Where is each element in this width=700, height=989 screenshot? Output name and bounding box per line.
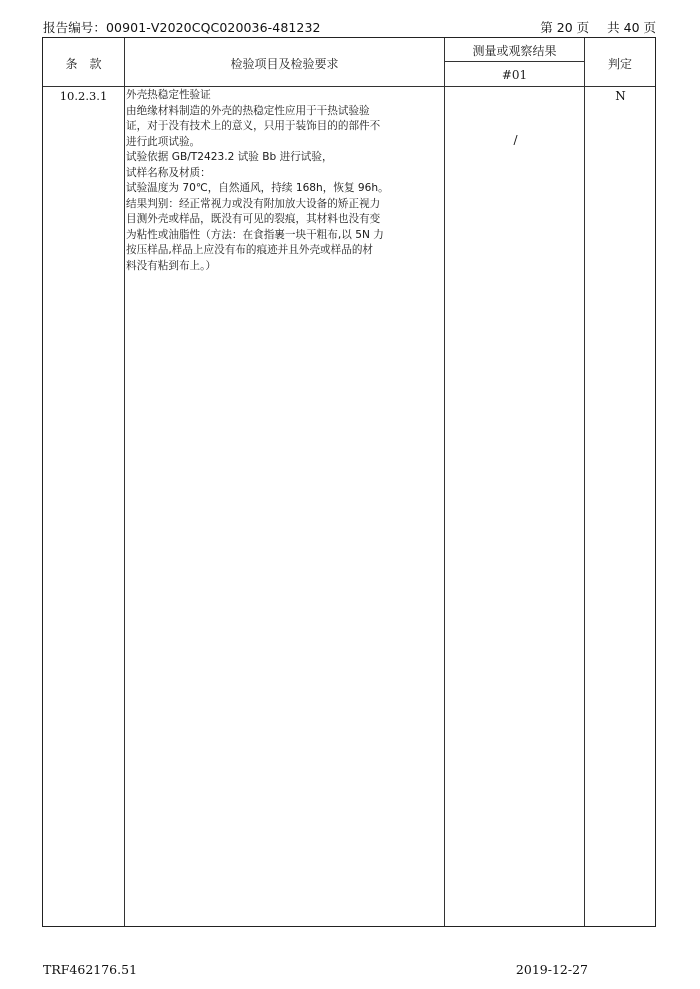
requirement-line: 试验依据 GB/T2423.2 试验 Bb 进行试验， xyxy=(126,151,333,163)
requirement-line: 证，对于没有技术上的意义，只用于装饰目的的部件不 xyxy=(126,120,381,132)
requirement-line: 试样名称及材质： xyxy=(126,166,211,179)
column-header-sample: #01 xyxy=(501,68,528,82)
form-date: 2019-12-27 xyxy=(515,962,588,977)
requirement-line: 为粘性或油脂性（方法：在食指裹一块干粗布,以 5N 力 xyxy=(126,228,384,241)
clause-number: 10.2.3.1 xyxy=(59,89,108,103)
subheader-divider xyxy=(444,61,584,62)
page-indicator xyxy=(540,18,656,36)
measurement-result: / xyxy=(513,133,518,147)
page-total: 共 40 页 xyxy=(607,20,656,35)
form-number: TRF462176.51 xyxy=(43,962,138,977)
page-number: 第 20 页 xyxy=(540,20,590,35)
report-number: 报告编号：00901-V2020CQC020036-481232 xyxy=(43,20,321,35)
column-divider xyxy=(584,38,585,926)
header-divider xyxy=(43,86,655,87)
requirement-line: 料没有粘到布上。） xyxy=(126,259,217,272)
requirement-line: 由绝缘材料制造的外壳的热稳定性应用于干热试验验 xyxy=(126,104,370,117)
inspection-table xyxy=(42,37,656,927)
requirement-line: 外壳热稳定性验证 xyxy=(126,89,211,101)
requirement-line: 按压样品,样品上应没有布的痕迹并且外壳或样品的材 xyxy=(126,244,374,256)
inspection-requirements xyxy=(126,88,444,274)
column-divider xyxy=(444,38,445,926)
column-header-item: 检验项目及检验要求 xyxy=(230,57,339,71)
verdict: N xyxy=(615,89,626,103)
requirement-line: 目测外壳或样品，既没有可见的裂痕，其材料也没有变 xyxy=(126,213,381,225)
requirement-line: 结果判别：经正常视力或没有附加放大设备的矫正视力 xyxy=(126,197,381,210)
column-header-result: 测量或观察结果 xyxy=(472,44,557,58)
requirement-line: 进行此项试验。 xyxy=(126,135,201,148)
column-header-clause: 条 款 xyxy=(65,57,102,71)
column-divider xyxy=(124,38,125,926)
requirement-line: 试验温度为 70℃，自然通风，持续 168h，恢复 96h。 xyxy=(126,182,389,194)
column-header-verdict: 判定 xyxy=(607,57,632,71)
